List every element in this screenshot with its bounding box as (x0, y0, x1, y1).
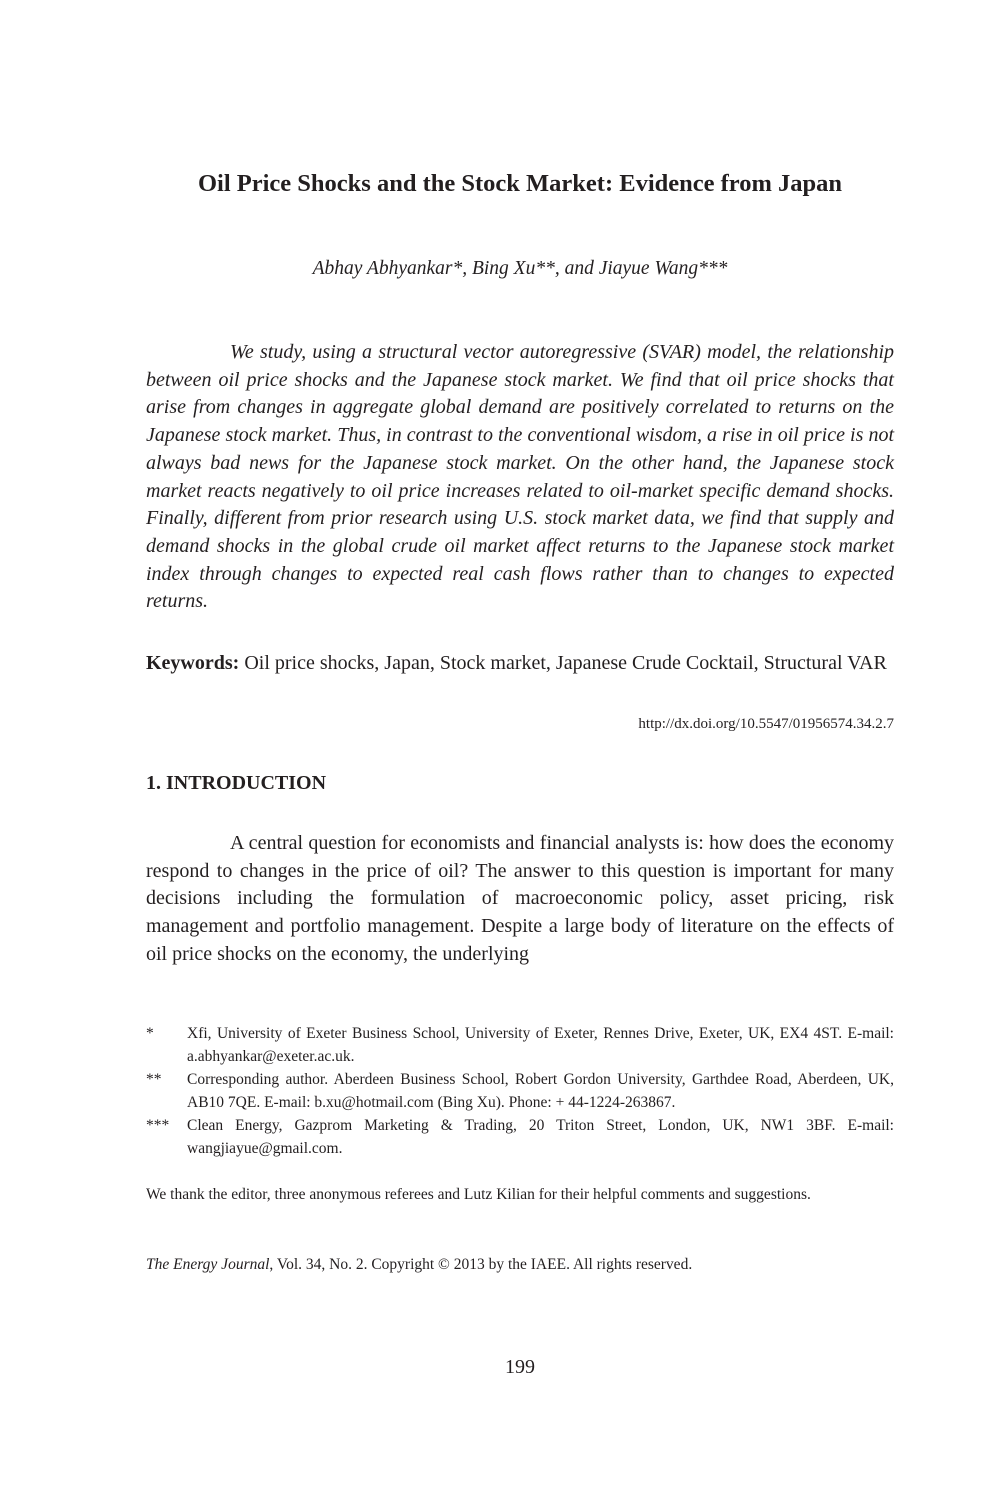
abstract: We study, using a structural vector autoregressive (SVAR) model, the relationship between oil price shocks and the Japanese stock market. We find that oil price shocks that arise from changes in aggregate global demand are positively correlated to returns on the Japanese stock market. Thus, in contrast to the conventional wisdom, a rise in oil price is not always bad news for the Japanese stock market. On the other hand, the Japanese stock market reacts negatively to oil price increases related to oil-market specific demand shocks. Finally, different from prior research using U.S. stock market data, we find that supply and demand shocks in the global crude oil market affect returns to the Japanese stock market index through changes to expected real cash flows rather than to changes to expected returns. (146, 341, 894, 613)
footnote-author-2 (146, 1068, 894, 1114)
paper-title: Oil Price Shocks and the Stock Market: Evidence from Japan (197, 170, 842, 197)
keywords (146, 650, 894, 678)
introduction-paragraph: A central question for economists and financial analysts is: how does the economy respond to changes in the price of oil? The answer to this question is important for many decisions including the formulation of macroeconomic policy, asset pricing, risk management and portfolio management. Despite a large body of literature on the effects of oil price shocks on the economy, the underlying (146, 832, 894, 965)
keywords-text: Oil price shocks, Japan, Stock market, Japanese Crude Cocktail, Structural VAR (244, 652, 887, 674)
section-heading-introduction: 1. INTRODUCTION (146, 772, 327, 794)
journal-citation (146, 1253, 894, 1276)
footnote-author-1 (146, 1022, 894, 1068)
footnote-text: Xfi, University of Exeter Business School, University of Exeter, Rennes Drive, Exeter, UK, EX4 4ST. E-mail: a.abhyankar@exeter.ac.uk. (187, 1025, 894, 1065)
keywords-label: Keywords: (146, 652, 240, 674)
journal-name: The Energy Journal (146, 1256, 270, 1273)
footnote-author-3 (146, 1114, 894, 1160)
page-number: 199 (505, 1356, 535, 1378)
author-list: Abhay Abhyankar*, Bing Xu**, and Jiayue Wang*** (312, 258, 728, 279)
footnote-mark: *** (146, 1117, 170, 1134)
footnote-text: Corresponding author. Aberdeen Business School, Robert Gordon University, Garthdee Road, Aberdeen, UK, AB10 7QE. E-mail: b.xu@hotmail.com (Bing Xu). Phone: + 44-1224-263867. (187, 1071, 894, 1111)
doi-link[interactable]: http://dx.doi.org/10.5547/01956574.34.2.7 (638, 716, 894, 732)
footnote-mark: ** (146, 1071, 162, 1088)
footnote-mark: * (146, 1025, 154, 1042)
acknowledgement: We thank the editor, three anonymous referees and Lutz Kilian for their helpful comments and suggestions. (146, 1186, 811, 1203)
footnote-text: Clean Energy, Gazprom Marketing & Trading, 20 Triton Street, London, UK, NW1 3BF. E-mail: wangjiayue@gmail.com. (187, 1117, 894, 1157)
citation-details: , Vol. 34, No. 2. Copyright © 2013 by the IAEE. All rights reserved. (269, 1256, 693, 1273)
footnotes (146, 1022, 894, 1160)
